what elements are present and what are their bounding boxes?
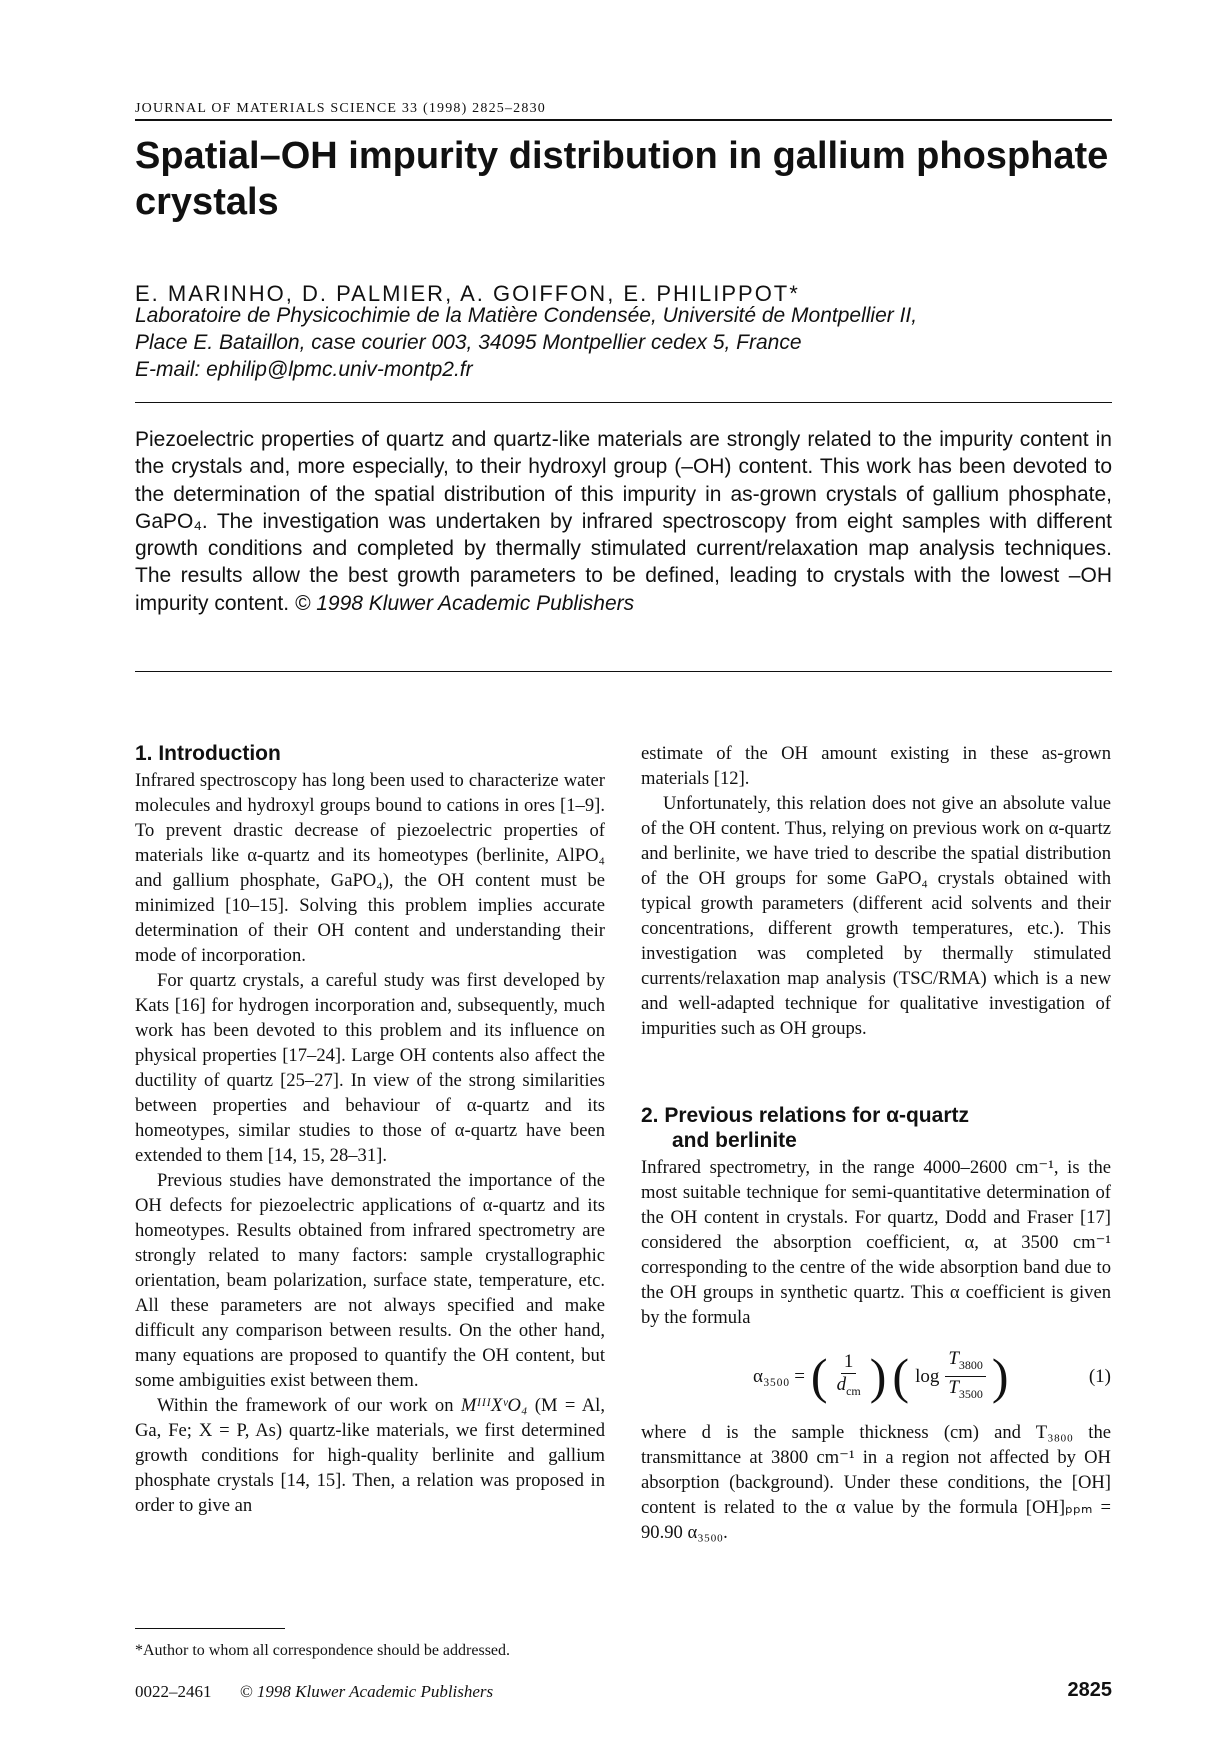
- section-heading-introduction: 1. Introduction: [135, 742, 281, 765]
- log-operator: log: [915, 1365, 940, 1387]
- equation-lhs: α₃₅₀₀ =: [753, 1365, 805, 1387]
- footnote: *Author to whom all correspondence should be addressed.: [135, 1642, 511, 1659]
- header-rule: [135, 119, 1112, 121]
- paragraph: estimate of the OH amount existing in these as-grown materials [12].: [641, 743, 1111, 789]
- right-paren-icon: ): [991, 1348, 1009, 1404]
- affiliation-line: Place E. Bataillon, case courier 003, 34095 Montpellier cedex 5, France: [135, 331, 802, 354]
- author-email[interactable]: E-mail: ephilip@lpmc.univ-montp2.fr: [135, 358, 473, 381]
- paragraph-text: Within the framework of our work on: [157, 1395, 461, 1416]
- fraction-denominator: [945, 1377, 986, 1405]
- equation-body: [753, 1340, 1009, 1412]
- subscript: 3800: [958, 1357, 983, 1372]
- chemical-formula: MᴵᴵᴵXᵛO₄: [460, 1395, 528, 1416]
- abstract: [135, 426, 1112, 617]
- footer-left: [135, 1682, 493, 1702]
- fraction-denominator: [834, 1374, 864, 1402]
- equation-1: [641, 1340, 1111, 1412]
- variable-t: T: [948, 1347, 959, 1369]
- paragraph: Previous studies have demonstrated the importance of the OH defects for piezoelectric applications of α-quartz and its homeotypes. Results obtained from infrared spectrometry are strongly related to many factors: sample crystallographic orientation, beam polarization, surface state, temperature, etc. All these parameters are not always specified and make difficult any comparison between results. On the other hand, many equations are proposed to quantify the OH content, but some ambiguities exist between them.: [135, 1170, 605, 1391]
- section-heading-line: and berlinite: [672, 1129, 797, 1152]
- equation-number: (1): [1088, 1366, 1111, 1387]
- section-heading-line: 2. Previous relations for α-quartz: [641, 1104, 969, 1127]
- paragraph: For quartz crystals, a careful study was first developed by Kats [16] for hydrogen incorporation and, subsequently, much work has been devoted to this problem and its influence on physical properties [17–24]. Large OH contents also affect the ductility of quartz [25–27]. In view of the strong similarities between properties and behaviour of α-quartz and its homeotypes, similar studies to those of α-quartz have been extended to them [14, 15, 28–31].: [135, 970, 605, 1166]
- journal-header: JOURNAL OF MATERIALS SCIENCE 33 (1998) 2825–2830: [135, 101, 546, 116]
- paragraph: Infrared spectrometry, in the range 4000–2600 cm⁻¹, is the most suitable technique for semi-quantitative determination of the OH content in crystals. For quartz, Dodd and Fraser [17] considered the absorption coefficient, α, at 3500 cm⁻¹ corresponding to the centre of the wide absorption band due to the OH groups in synthetic quartz. This α coefficient is given by the formula: [641, 1157, 1111, 1328]
- variable-t: T: [948, 1376, 959, 1398]
- variable-d: d: [836, 1373, 847, 1395]
- fraction-numerator: [945, 1348, 986, 1377]
- page-number: 2825: [1067, 1679, 1112, 1701]
- right-column: [641, 741, 1111, 1545]
- paragraph: Infrared spectroscopy has long been used to characterize water molecules and hydroxyl groups bound to cations in ores [1–9]. To prevent drastic decrease of piezoelectric properties of materials like α-quartz and its homeotypes (berlinite, AlPO₄ and gallium phosphate, GaPO₄), the OH content must be minimized [10–15]. Solving this problem implies accurate determination of their OH content and understanding their mode of incorporation.: [135, 770, 605, 966]
- left-column: [135, 741, 605, 1518]
- paragraph: [135, 1393, 605, 1518]
- abstract-text: Piezoelectric properties of quartz and quartz-like materials are strongly related to the impurity content in the crystals and, more especially, to their hydroxyl group (–OH) content. This work has been devoted to the determination of the spatial distribution of this impurity in as-grown crystals of gallium phosphate, GaPO₄. The investigation was undertaken by infrared spectroscopy from eight samples with different growth conditions and completed by thermally stimulated current/relaxation map analysis techniques. The results allow the best growth parameters to be defined, leading to crystals with the lowest –OH impurity content.: [135, 428, 1112, 615]
- author-list: E. MARINHO, D. PALMIER, A. GOIFFON, E. PHILIPPOT*: [135, 281, 800, 306]
- subscript: cm: [846, 1383, 861, 1398]
- footer-publisher: © 1998 Kluwer Academic Publishers: [239, 1682, 494, 1701]
- issn: 0022–2461: [135, 1682, 212, 1701]
- affiliation: [135, 302, 1112, 383]
- left-paren-icon: (: [810, 1348, 828, 1404]
- left-paren-icon: (: [892, 1348, 910, 1404]
- abstract-bottom-rule: [135, 671, 1112, 672]
- paragraph: where d is the sample thickness (cm) and T₃₈₀₀ the transmittance at 3800 cm⁻¹ in a region not affected by OH absorption (background). Under these conditions, the [OH] content is related to the α value by the formula [OH]ₚₚₘ = 90.90 α₃₅₀₀.: [641, 1422, 1111, 1543]
- section-heading-previous-relations: [641, 1103, 1111, 1153]
- right-paren-icon: ): [869, 1348, 887, 1404]
- paragraph: Unfortunately, this relation does not give an absolute value of the OH content. Thus, relying on previous work on α-quartz and berlinite, we have tried to describe the spatial distribution of the OH groups for some GaPO₄ crystals obtained with typical growth parameters (different acid solvents and their concentrations, different growth temperatures, etc.). This investigation was completed by thermally stimulated currents/relaxation map analysis (TSC/RMA) which is a new and well-adapted technique for qualitative investigation of impurities such as OH groups.: [641, 793, 1111, 1039]
- abstract-top-rule: [135, 402, 1112, 403]
- fraction-transmittance: [945, 1348, 986, 1405]
- affiliation-line: Laboratoire de Physicochimie de la Matière Condensée, Université de Montpellier II,: [135, 304, 918, 327]
- paragraph-text: (M = Al, Ga, Fe; X = P, As) quartz-like materials, we first determined growth conditions for high-quality berlinite and gallium phosphate crystals [14, 15]. Then, a relation was proposed in order to give an: [135, 1395, 605, 1516]
- paper-title: Spatial–OH impurity distribution in gallium phosphate crystals: [135, 135, 1109, 223]
- abstract-copyright: © 1998 Kluwer Academic Publishers: [294, 591, 635, 615]
- section-spacer: [641, 1041, 1111, 1103]
- fraction-one-over-d: [834, 1351, 864, 1402]
- subscript: 3500: [958, 1386, 983, 1401]
- footnote-rule: [135, 1628, 285, 1629]
- fraction-numerator: 1: [841, 1351, 857, 1374]
